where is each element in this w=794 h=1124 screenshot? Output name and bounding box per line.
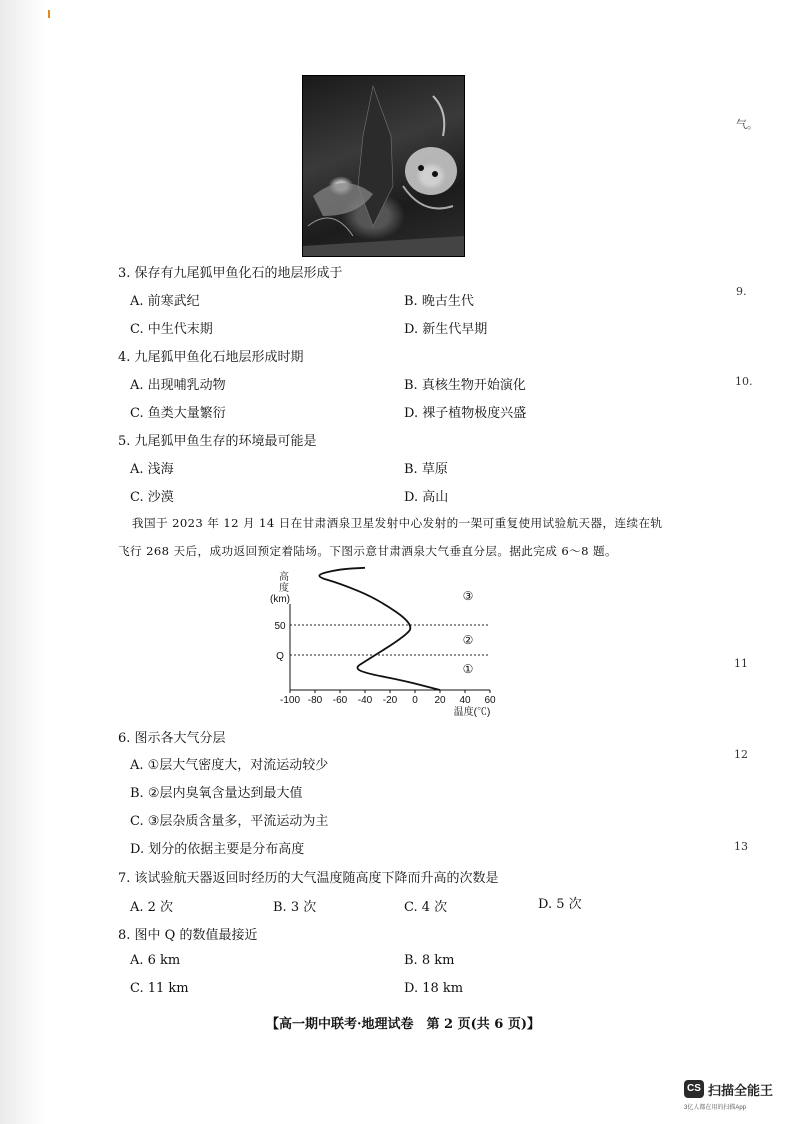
- question-8-option-c: C. 11 km: [130, 981, 189, 996]
- margin-number-9: 9.: [736, 285, 747, 298]
- layer-label-2: ②: [462, 633, 474, 647]
- question-3-option-b: B. 晚古生代: [404, 294, 474, 309]
- question-7-option-a: A. 2 次: [130, 900, 174, 915]
- question-7-option-d: D. 5 次: [538, 897, 582, 912]
- y-axis-label: 高度(km): [270, 572, 290, 605]
- scan-edge-shadow: [0, 0, 46, 1124]
- scanner-tagline: 3亿人都在用的扫描App: [684, 1105, 747, 1111]
- question-5-option-d: D. 高山: [404, 490, 449, 505]
- margin-fragment: 气。: [736, 118, 758, 131]
- question-4-stem: 4. 九尾狐甲鱼化石地层形成时期: [118, 350, 304, 365]
- fossil-illustration: [303, 76, 464, 256]
- question-4-option-a: A. 出现哺乳动物: [130, 378, 226, 393]
- scan-corner-mark: [48, 10, 50, 18]
- x-tick-label: -60: [332, 695, 348, 706]
- question-7-option-b: B. 3 次: [273, 900, 317, 915]
- question-4-option-b: B. 真核生物开始演化: [404, 378, 526, 393]
- x-tick-label: 60: [484, 695, 496, 706]
- question-3-option-c: C. 中生代末期: [130, 322, 213, 337]
- y-tick-q: Q: [276, 651, 284, 662]
- temperature-curve: [319, 568, 440, 690]
- question-6-option-c: C. ③层杂质含量多，平流运动为主: [130, 814, 329, 829]
- fossil-photo: [302, 75, 465, 257]
- scanner-app-name: 扫描全能王: [708, 1083, 774, 1098]
- cs-logo-icon: CS: [684, 1080, 704, 1098]
- question-5-option-c: C. 沙漠: [130, 490, 174, 505]
- margin-number-13: 13: [734, 840, 748, 853]
- x-tick-label: 40: [459, 695, 471, 706]
- y-tick-50: 50: [274, 621, 286, 632]
- question-6-stem: 6. 图示各大气分层: [118, 731, 226, 746]
- x-tick-label: -100: [279, 695, 301, 706]
- question-8-stem: 8. 图中 Q 的数值最接近: [118, 928, 258, 943]
- margin-number-11: 11: [734, 657, 748, 670]
- question-5-option-b: B. 草原: [404, 462, 448, 477]
- question-5-stem: 5. 九尾狐甲鱼生存的环境最可能是: [118, 434, 317, 449]
- question-6-option-d: D. 划分的依据主要是分布高度: [130, 842, 305, 857]
- layer-label-3: ③: [462, 589, 474, 603]
- atmosphere-layer-chart: [262, 566, 512, 722]
- question-8-option-b: B. 8 km: [404, 953, 455, 968]
- page-footer: 【高一期中联考·地理试卷 第 2 页(共 6 页)】: [266, 1017, 541, 1032]
- x-tick-label: -80: [307, 695, 323, 706]
- question-3-stem: 3. 保存有九尾狐甲鱼化石的地层形成于: [118, 266, 343, 281]
- x-tick-label: 0: [412, 695, 418, 706]
- question-6-option-b: B. ②层内臭氧含量达到最大值: [130, 786, 303, 801]
- margin-number-10: 10.: [735, 375, 753, 388]
- question-3-option-a: A. 前寒武纪: [130, 294, 200, 309]
- question-6-option-a: A. ①层大气密度大，对流运动较少: [130, 758, 329, 773]
- x-tick-label: -20: [382, 695, 398, 706]
- x-tick-label: 20: [434, 695, 446, 706]
- question-3-option-d: D. 新生代早期: [404, 322, 488, 337]
- passage-line-1: 我国于 2023 年 12 月 14 日在甘肃酒泉卫星发射中心发射的一架可重复使用试验航天器，连续在轨: [132, 516, 663, 530]
- layer-label-1: ①: [462, 662, 474, 676]
- question-7-stem: 7. 该试验航天器返回时经历的大气温度随高度下降而升高的次数是: [118, 871, 499, 886]
- x-tick-label: -40: [357, 695, 373, 706]
- x-tick-group: [280, 690, 496, 706]
- question-8-option-d: D. 18 km: [404, 981, 464, 996]
- x-axis-label: 温度(℃): [453, 707, 491, 718]
- margin-number-12: 12: [734, 748, 748, 761]
- question-4-option-d: D. 裸子植物极度兴盛: [404, 406, 527, 421]
- question-8-option-a: A. 6 km: [130, 953, 181, 968]
- passage-line-2: 飞行 268 天后，成功返回预定着陆场。下图示意甘肃酒泉大气垂直分层。据此完成 6～8 题。: [118, 544, 617, 558]
- question-7-option-c: C. 4 次: [404, 900, 448, 915]
- question-4-option-c: C. 鱼类大量繁衍: [130, 406, 226, 421]
- question-5-option-a: A. 浅海: [130, 462, 174, 477]
